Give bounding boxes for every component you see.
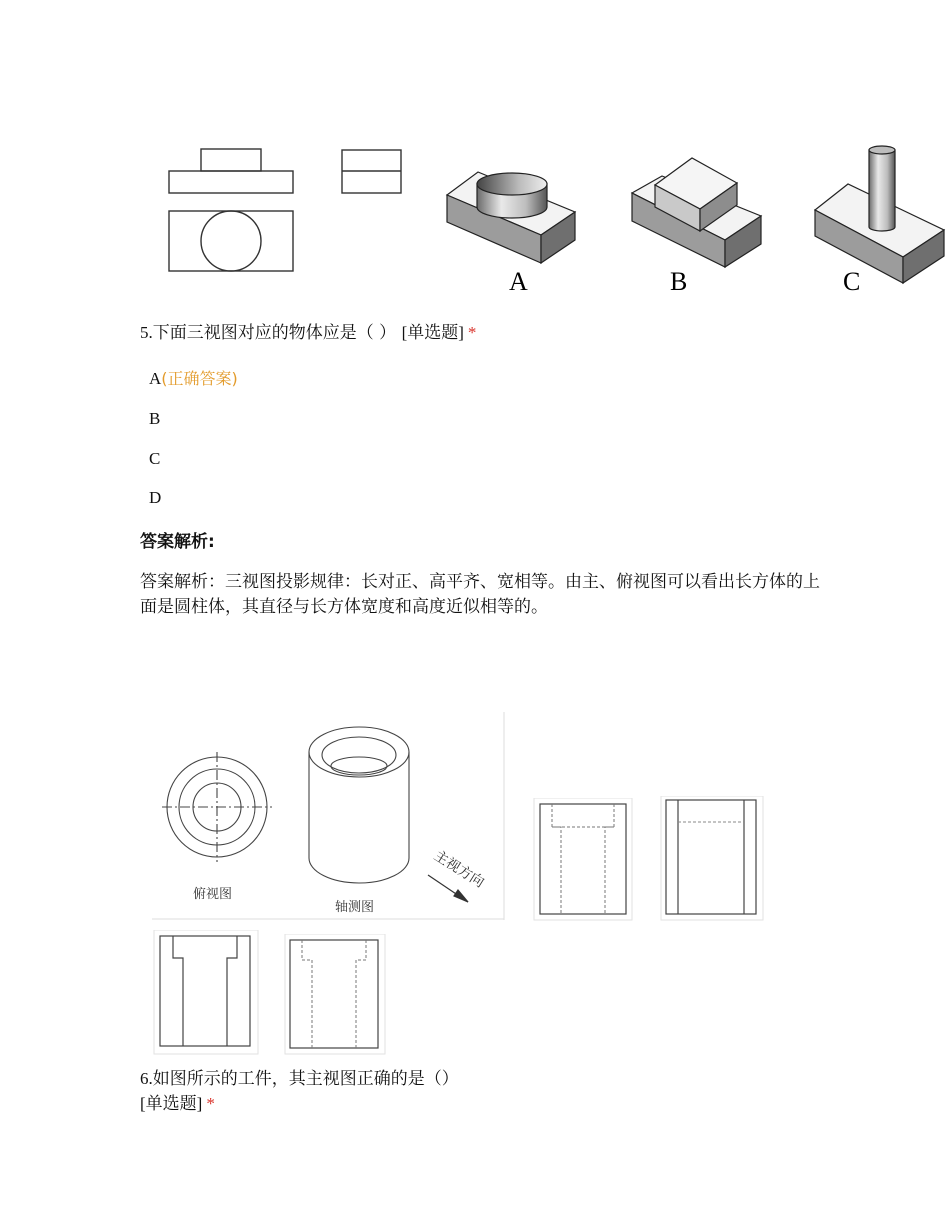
q5-option-a-label: A (149, 369, 162, 388)
option-c-label: C (843, 267, 861, 296)
explanation-heading: 答案解析: (140, 532, 215, 552)
q6-option-view-2 (660, 796, 764, 922)
top-view-label: 俯视图 (193, 887, 233, 902)
q5-number: 5. (140, 323, 153, 342)
q5-option-c[interactable] (149, 447, 160, 471)
q5-option-c-label: C (149, 449, 161, 468)
q5-option-d[interactable] (149, 486, 161, 510)
q5-required-mark: * (467, 323, 477, 342)
correct-answer-badge: (正确答案) (161, 369, 238, 388)
q6-number: 6. (140, 1069, 153, 1088)
q5-figure (0, 140, 950, 300)
main-direction-label: 主视方向 (430, 847, 487, 892)
q5-option-b-label: B (149, 409, 161, 428)
q6-option-view-1 (533, 798, 633, 922)
three-view-drawing (169, 149, 401, 271)
option-a-label: A (509, 267, 528, 296)
q6-option-view-3 (153, 930, 259, 1056)
explanation-text: 答案解析：三视图投影规律：长对正、高平齐、宽相等。由主、俯视图可以看出长方体的上面是圆柱体，其直径与长方体宽度和高度近似相等的。 (140, 572, 820, 617)
option-b-label: B (670, 267, 688, 296)
option-c-figure (815, 146, 944, 283)
q6-title (140, 1067, 459, 1091)
q6-required-mark: * (206, 1094, 215, 1113)
q6-workpiece-figure (150, 710, 510, 922)
option-b-figure (632, 158, 761, 267)
q5-option-a[interactable] (149, 367, 238, 391)
q5-title (140, 321, 476, 345)
q5-option-d-label: D (149, 488, 162, 507)
top-view (162, 752, 272, 862)
axonometric-label: 轴测图 (335, 900, 375, 915)
q6-type-tag: [单选题] (140, 1094, 203, 1113)
q6-type-row (140, 1092, 215, 1116)
q5-text: 下面三视图对应的物体应是（ ） (152, 323, 397, 343)
axonometric-view (309, 727, 409, 883)
option-a-figure (447, 172, 575, 263)
q6-text: 如图所示的工件，其主视图正确的是（） (152, 1069, 459, 1089)
q6-option-view-4 (284, 934, 386, 1056)
q5-type-tag: [单选题] (401, 323, 464, 342)
q5-option-b[interactable] (149, 407, 160, 431)
